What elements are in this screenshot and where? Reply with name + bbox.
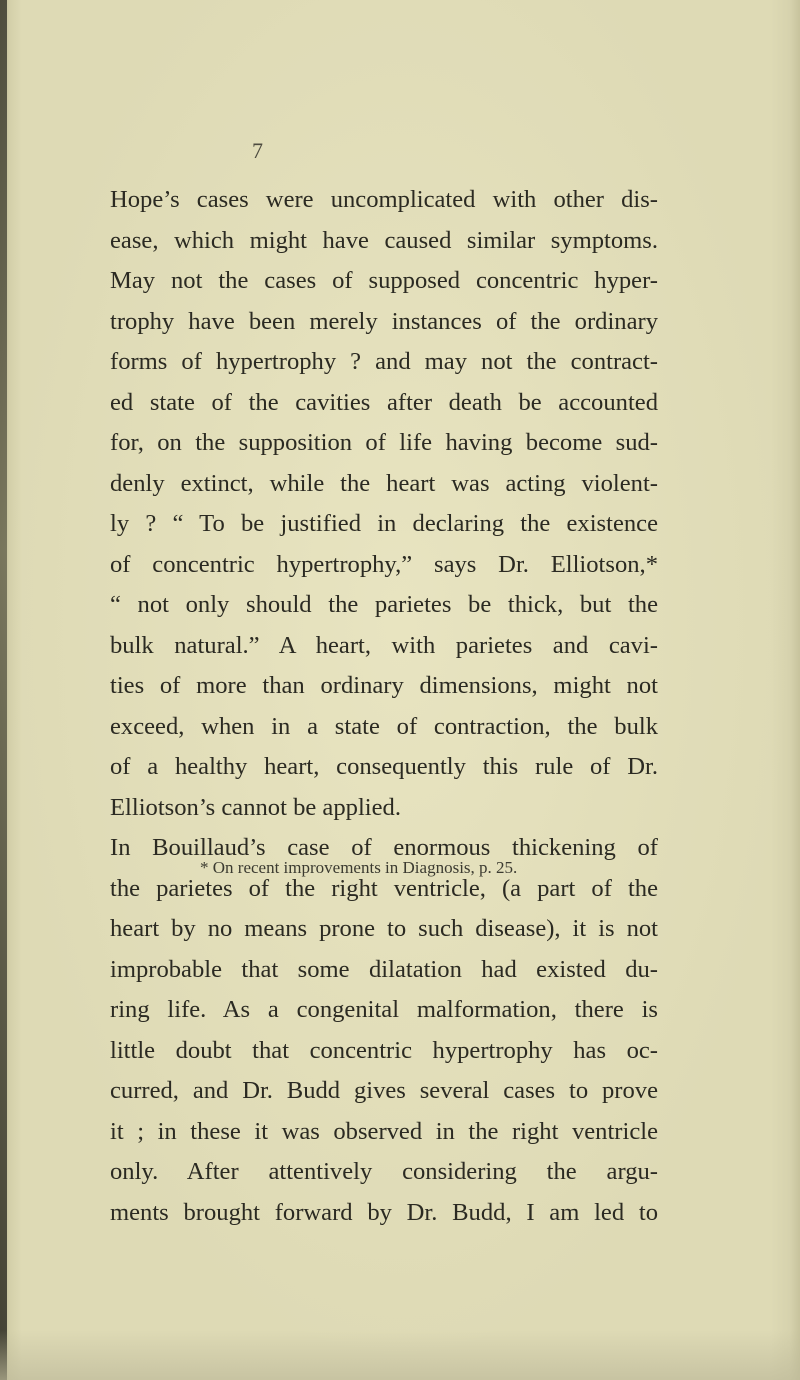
text-line: ring life. As a congenital malformation, there is (110, 996, 658, 1023)
binding-edge (0, 0, 7, 1380)
text-line: May not the cases of supposed concentric hyper- (110, 267, 658, 294)
text-line: little doubt that concentric hypertrophy has oc- (110, 1036, 658, 1064)
footnote: * On recent improvements in Diagnosis, p. 25. (200, 858, 518, 877)
text-line: of concentric hypertrophy,” says Dr. Elliotson,* (110, 550, 658, 578)
text-line: improbable that some dilatation had existed du- (110, 955, 658, 983)
text-line: only. After attentively considering the argu- (110, 1158, 658, 1185)
text-line: bulk natural.” A heart, with parietes and cavi- (110, 631, 658, 659)
text-line: ments brought forward by Dr. Budd, I am led to (110, 1198, 658, 1226)
text-line: exceed, when in a state of contraction, the bulk (110, 712, 658, 740)
text-line: of a healthy heart, consequently this rule of Dr. (110, 753, 658, 780)
page-number: 7 (252, 138, 263, 163)
text-line: In Bouillaud’s case of enormous thickening of (110, 834, 658, 861)
text-line: trophy have been merely instances of the ordinary (110, 307, 658, 335)
text-line: the parietes of the right ventricle, (a part of the (110, 874, 658, 902)
text-line: Hope’s cases were uncomplicated with other dis- (110, 186, 658, 213)
text-line: heart by no means prone to such disease), it is not (110, 915, 658, 942)
text-line: ties of more than ordinary dimensions, might not (110, 672, 658, 699)
body-text (110, 180, 658, 1233)
page-shadow (0, 1330, 800, 1380)
text-line: denly extinct, while the heart was acting violent- (110, 469, 658, 497)
text-line: for, on the supposition of life having become sud- (110, 429, 658, 456)
text-line: “ not only should the parietes be thick, but the (110, 591, 658, 618)
text-line: it ; in these it was observed in the right ventricle (110, 1117, 658, 1145)
text-line: curred, and Dr. Budd gives several cases to prove (110, 1077, 658, 1104)
text-line: forms of hypertrophy ? and may not the contract- (110, 348, 658, 375)
text-line: ease, which might have caused similar symptoms. (110, 226, 658, 254)
text-line: ly ? “ To be justified in declaring the existence (110, 510, 658, 537)
text-line: ed state of the cavities after death be accounted (110, 388, 658, 416)
text-line: Elliotson’s cannot be applied. (110, 793, 401, 821)
